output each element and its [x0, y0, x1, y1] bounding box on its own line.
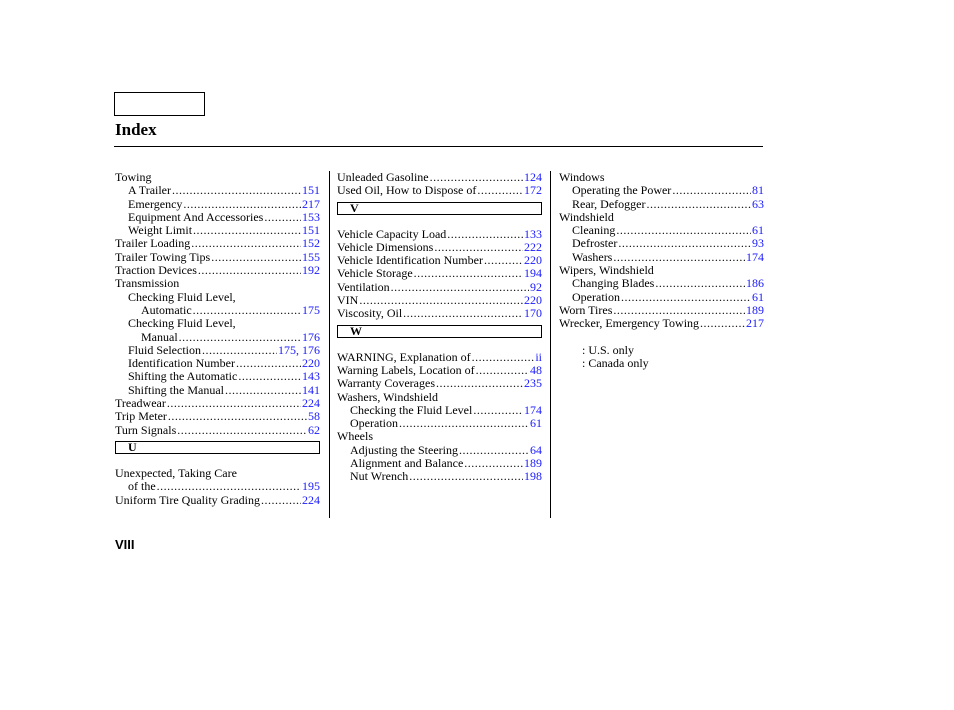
entry-label: A Trailer — [128, 183, 172, 198]
dot-leader — [414, 267, 523, 280]
index-letter-heading: V — [337, 202, 542, 215]
page-link[interactable]: 170 — [524, 306, 542, 321]
index-entry — [115, 331, 320, 344]
index-entry — [115, 384, 320, 397]
page-link[interactable]: 235 — [524, 376, 542, 391]
dot-leader — [473, 404, 523, 417]
dot-leader — [399, 417, 529, 430]
page-link[interactable]: 58 — [308, 409, 320, 424]
entry-label: VIN — [337, 293, 359, 308]
entry-label: Manual — [141, 329, 178, 344]
page-link[interactable]: 176 — [302, 329, 320, 344]
index-entry — [559, 184, 764, 197]
page-link[interactable]: 198 — [524, 469, 542, 484]
dot-leader — [177, 424, 307, 437]
index-entry — [337, 254, 542, 267]
spacer — [559, 331, 764, 344]
entry-label: Changing Blades — [572, 276, 655, 291]
page-link[interactable]: 61 — [752, 223, 764, 238]
entry-label: Ventilation — [337, 279, 390, 294]
index-entry — [115, 344, 320, 357]
index-entry — [337, 470, 542, 483]
page-link[interactable]: 62 — [308, 422, 320, 437]
entry-label: Washers — [572, 249, 613, 264]
page-link[interactable]: 152 — [302, 236, 320, 251]
page-link[interactable]: 172 — [524, 183, 542, 198]
entry-label: Vehicle Capacity Load — [337, 226, 447, 241]
dot-leader — [700, 317, 745, 330]
page-link[interactable]: 124 — [524, 170, 542, 184]
index-entry — [559, 317, 764, 330]
entry-label: Viscosity, Oil — [337, 306, 403, 321]
index-heading: Wheels — [337, 429, 373, 444]
dot-leader — [459, 444, 529, 457]
dot-leader — [264, 211, 301, 224]
index-heading: Washers, Windshield — [337, 389, 438, 404]
dot-leader — [447, 228, 523, 241]
index-heading: Towing — [115, 170, 152, 184]
index-letter-heading: W — [337, 325, 542, 338]
page-link[interactable]: 174 — [524, 402, 542, 417]
dot-leader — [403, 307, 523, 320]
dot-leader — [672, 184, 751, 197]
dot-leader — [157, 480, 301, 493]
entry-label: Turn Signals — [115, 422, 177, 437]
dot-leader — [236, 357, 301, 370]
dot-leader — [613, 304, 745, 317]
entry-label: Trip Meter — [115, 409, 167, 424]
entry-label: Vehicle Dimensions — [337, 239, 434, 254]
dot-leader — [436, 377, 523, 390]
page-link[interactable]: 61 — [752, 289, 764, 304]
column-divider-2 — [550, 171, 551, 518]
dot-leader — [476, 364, 529, 377]
index-entry — [559, 224, 764, 237]
dot-leader — [168, 410, 307, 423]
entry-label: Operating the Power — [572, 183, 672, 198]
page-link[interactable]: 155 — [302, 249, 320, 264]
page-link[interactable]: 189 — [746, 302, 764, 317]
index-entry — [115, 424, 320, 437]
index-entry — [115, 211, 320, 224]
index-entry — [559, 237, 764, 250]
dot-leader — [621, 291, 751, 304]
page-link[interactable]: 194 — [524, 266, 542, 281]
page-link[interactable]: 174 — [746, 249, 764, 264]
page-link[interactable]: 48 — [530, 362, 542, 377]
dot-leader — [391, 281, 529, 294]
page-link[interactable]: 133 — [524, 226, 542, 241]
entry-label: Vehicle Storage — [337, 266, 413, 281]
index-entry — [115, 410, 320, 423]
index-entry — [337, 228, 542, 241]
index-entry — [115, 480, 320, 493]
page-link[interactable]: 63 — [752, 196, 764, 211]
dot-leader — [238, 370, 301, 383]
dot-leader — [193, 304, 301, 317]
dot-leader — [646, 198, 751, 211]
index-entry — [115, 251, 320, 264]
entry-label: WARNING, Explanation of — [337, 349, 471, 364]
entry-label: Used Oil, How to Dispose of — [337, 183, 477, 198]
index-heading: Checking Fluid Level, — [128, 289, 236, 304]
dot-leader — [183, 198, 301, 211]
footnote: : U.S. only — [582, 342, 635, 357]
entry-label: Shifting the Manual — [128, 382, 224, 397]
index-entry — [337, 364, 542, 377]
index-entry — [337, 377, 542, 390]
index-heading: Windshield — [559, 209, 614, 224]
entry-label: Worn Tires — [559, 302, 613, 317]
entry-label: Defroster — [572, 236, 618, 251]
dot-leader — [477, 184, 523, 197]
page-link[interactable]: 153 — [302, 209, 320, 224]
dot-leader — [464, 457, 523, 470]
index-entry — [559, 198, 764, 211]
dot-leader — [179, 331, 301, 344]
dot-leader — [484, 254, 523, 267]
index-entry — [337, 404, 542, 417]
page-link[interactable]: 217 — [302, 196, 320, 211]
dot-leader — [409, 470, 523, 483]
index-entry — [337, 171, 542, 184]
page-link[interactable]: 220 — [524, 293, 542, 308]
dot-leader — [616, 224, 751, 237]
entry-label: Checking the Fluid Level — [350, 402, 473, 417]
page-link[interactable]: 224 — [302, 396, 320, 411]
entry-label: Operation — [572, 289, 620, 304]
index-entry — [337, 457, 542, 470]
page-link[interactable]: 175, 176 — [278, 342, 320, 357]
index-entry — [337, 417, 542, 430]
index-entry — [115, 494, 320, 507]
dot-leader — [261, 494, 301, 507]
entry-label: Traction Devices — [115, 263, 197, 278]
index-entry — [559, 304, 764, 317]
entry-label: Weight Limit — [128, 223, 193, 238]
index-entry — [559, 251, 764, 264]
page-link[interactable]: 220 — [524, 253, 542, 268]
entry-label: Wrecker, Emergency Towing — [559, 316, 700, 331]
index-entry — [115, 304, 320, 317]
entry-label: Automatic — [141, 302, 192, 317]
index-heading: Transmission — [115, 276, 180, 291]
index-entry — [559, 277, 764, 290]
entry-label: Emergency — [128, 196, 183, 211]
dot-leader — [430, 171, 523, 184]
page-link[interactable]: 81 — [752, 183, 764, 198]
dot-leader — [198, 264, 301, 277]
index-entry — [337, 281, 542, 294]
index-entry — [115, 184, 320, 197]
dot-leader — [472, 351, 535, 364]
page-number: VIII — [115, 537, 135, 552]
index-heading: Windows — [559, 170, 605, 184]
index-entry — [115, 237, 320, 250]
entry-label: Vehicle Identification Number — [337, 253, 483, 268]
index-entry — [115, 198, 320, 211]
index-entry — [559, 291, 764, 304]
index-column-3 — [559, 171, 764, 370]
index-column-2 — [337, 171, 542, 484]
entry-label: Operation — [350, 416, 398, 431]
entry-label: Adjusting the Steering — [350, 442, 458, 457]
dot-leader — [193, 224, 301, 237]
entry-label: Treadwear — [115, 396, 166, 411]
page-link[interactable]: 186 — [746, 276, 764, 291]
page-link[interactable]: 141 — [302, 382, 320, 397]
dot-leader — [172, 184, 301, 197]
entry-label: of the — [128, 479, 156, 494]
dot-leader — [359, 294, 523, 307]
entry-label: Alignment and Balance — [350, 456, 464, 471]
page-link[interactable]: 217 — [746, 316, 764, 331]
entry-label: Equipment And Accessories — [128, 209, 264, 224]
index-entry — [337, 307, 542, 320]
dot-leader — [191, 237, 301, 250]
index-entry — [115, 357, 320, 370]
dot-leader — [613, 251, 745, 264]
column-divider-1 — [329, 171, 330, 518]
page-link[interactable]: 61 — [530, 416, 542, 431]
page-link[interactable]: 92 — [530, 279, 542, 294]
entry-label: Trailer Towing Tips — [115, 249, 211, 264]
index-entry — [337, 241, 542, 254]
entry-label: Unleaded Gasoline — [337, 170, 429, 184]
entry-label: Fluid Selection — [128, 342, 201, 357]
header-box — [114, 92, 205, 116]
entry-label: Rear, Defogger — [572, 196, 646, 211]
index-entry — [115, 397, 320, 410]
index-entry — [337, 267, 542, 280]
index-entry — [115, 370, 320, 383]
page-link[interactable]: 192 — [302, 263, 320, 278]
page-link[interactable]: 224 — [302, 492, 320, 507]
dot-leader — [202, 344, 277, 357]
page-link[interactable]: 222 — [524, 239, 542, 254]
page-link[interactable]: 189 — [524, 456, 542, 471]
index-entry — [337, 184, 542, 197]
dot-leader — [167, 397, 301, 410]
page-link[interactable]: 143 — [302, 369, 320, 384]
page-link[interactable]: 195 — [302, 479, 320, 494]
index-entry — [337, 351, 542, 364]
page-link[interactable]: 64 — [530, 442, 542, 457]
index-column-1 — [115, 171, 320, 507]
entry-label: Warranty Coverages — [337, 376, 435, 391]
dot-leader — [434, 241, 523, 254]
index-letter-heading: U — [115, 441, 320, 454]
page-link[interactable]: 151 — [302, 183, 320, 198]
page-link[interactable]: ii — [535, 349, 542, 364]
dot-leader — [655, 277, 745, 290]
entry-label: Shifting the Automatic — [128, 369, 238, 384]
entry-label: Identification Number — [128, 356, 235, 371]
index-entry — [337, 294, 542, 307]
index-heading: Wipers, Windshield — [559, 263, 654, 278]
header-rule — [114, 146, 763, 147]
index-entry — [337, 444, 542, 457]
page-link[interactable]: 175 — [302, 302, 320, 317]
index-heading: Checking Fluid Level, — [128, 316, 236, 331]
index-entry — [115, 224, 320, 237]
page-title: Index — [115, 120, 157, 139]
entry-label: Cleaning — [572, 223, 616, 238]
page-link[interactable]: 220 — [302, 356, 320, 371]
entry-label: Nut Wrench — [350, 469, 409, 484]
footnote: : Canada only — [582, 356, 649, 371]
index-entry — [115, 264, 320, 277]
dot-leader — [225, 384, 301, 397]
index-heading: Unexpected, Taking Care — [115, 465, 237, 480]
dot-leader — [618, 237, 751, 250]
page-link[interactable]: 93 — [752, 236, 764, 251]
dot-leader — [211, 251, 301, 264]
entry-label: Trailer Loading — [115, 236, 191, 251]
entry-label: Uniform Tire Quality Grading — [115, 492, 260, 507]
page-link[interactable]: 151 — [302, 223, 320, 238]
entry-label: Warning Labels, Location of — [337, 362, 475, 377]
